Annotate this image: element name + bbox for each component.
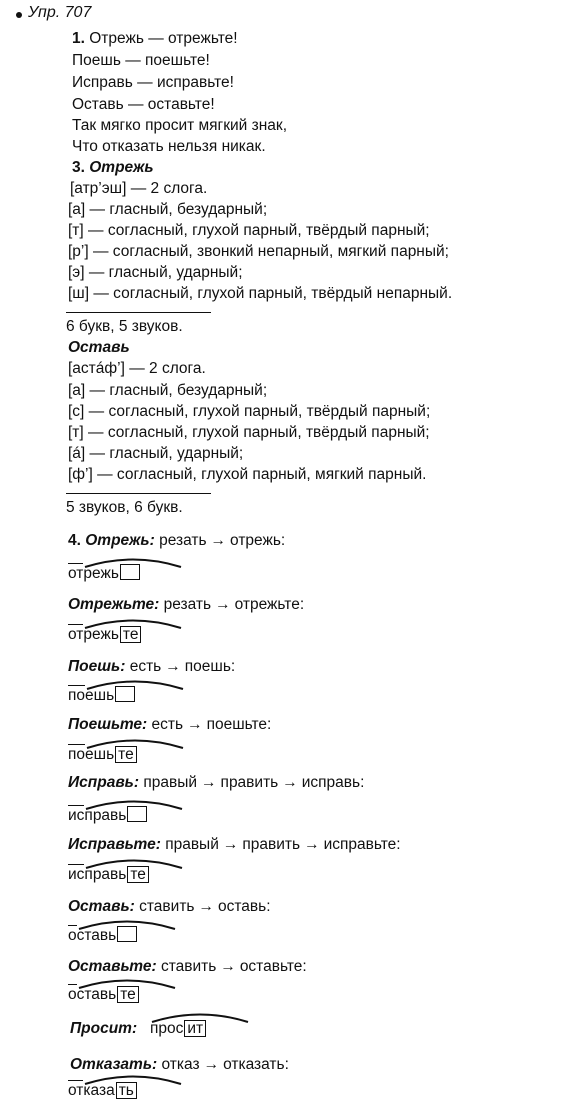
derivation-step: есть xyxy=(151,716,184,733)
derivation-line xyxy=(68,596,304,614)
morpheme-parse xyxy=(68,746,137,764)
analyzed-word: Отрежь: xyxy=(85,532,155,549)
arrow-icon: → xyxy=(282,774,298,791)
derivation-step: править xyxy=(242,836,301,853)
root-arc xyxy=(85,737,185,749)
root-text: став xyxy=(76,986,109,1003)
root xyxy=(84,866,118,884)
analyzed-word: Оставь: xyxy=(68,898,135,915)
letters-sounds-summary: 6 букв, 5 звуков. xyxy=(66,318,183,335)
suffix-part: ь xyxy=(108,986,117,1003)
derivation-line xyxy=(68,836,401,854)
derivation-step: править xyxy=(220,774,279,791)
root-arc xyxy=(84,798,184,810)
arrow-icon: → xyxy=(165,658,181,675)
prefix: от xyxy=(68,626,84,643)
transcription: [астáф’] — 2 слога. xyxy=(68,360,206,377)
analyzed-word: Отрежьте: xyxy=(68,596,160,613)
divider xyxy=(66,312,211,313)
ending-box: те xyxy=(120,626,142,643)
suffix-part: ь xyxy=(108,927,117,944)
bullet-icon xyxy=(16,12,22,18)
ending-box: те xyxy=(117,986,139,1003)
arrow-icon: → xyxy=(220,958,236,975)
poem-line: Так мягко просит мягкий знак, xyxy=(72,117,287,134)
sound-line: [ф’] — согласный, глухой парный, мягкий парный. xyxy=(68,466,427,483)
word-title: Отрежь xyxy=(89,159,154,176)
divider xyxy=(66,493,211,494)
arrow-icon: → xyxy=(203,1056,220,1073)
sound-line: [т] — согласный, глухой парный, твёрдый парный; xyxy=(68,222,430,239)
analyzed-word: Оставьте: xyxy=(68,958,157,975)
sound-line: [р’] — согласный, звонкий непарный, мягкий парный; xyxy=(68,243,449,260)
derivation-step: правый xyxy=(143,774,198,791)
morpheme-parse xyxy=(68,1082,137,1100)
arrow-icon: → xyxy=(222,836,239,853)
morpheme-parse xyxy=(68,564,140,583)
derivation-step: ставить xyxy=(160,958,217,975)
root-text: е xyxy=(85,687,94,704)
poem-line: Поешь — поешьте! xyxy=(72,52,210,69)
poem-line: Исправь — исправьте! xyxy=(72,74,234,91)
derivation-step: отказать: xyxy=(223,1056,289,1073)
derivation-step: отрежь: xyxy=(230,532,286,549)
derivation-line xyxy=(70,1020,137,1038)
analyzed-word: Исправьте: xyxy=(68,836,161,853)
root-arc xyxy=(83,556,183,568)
root xyxy=(83,626,110,644)
morpheme-parse xyxy=(68,626,141,644)
part1-line-1 xyxy=(72,30,238,48)
derivation-step: оставьте: xyxy=(239,958,307,975)
derivation-step: оставь: xyxy=(218,898,271,915)
arrow-icon: → xyxy=(198,898,214,915)
prefix: ис xyxy=(68,807,85,824)
arrow-icon: → xyxy=(304,836,320,853)
sound-line: [а] — гласный, безударный; xyxy=(68,201,268,218)
morpheme-parse xyxy=(68,926,137,945)
sound-line: [с] — согласный, глухой парный, твёрдый парный; xyxy=(68,403,431,420)
prefix: от xyxy=(68,565,84,582)
suffix-part: ь xyxy=(110,626,119,643)
root-text: каз xyxy=(83,1082,107,1099)
transcription: [атр’эш] — 2 слога. xyxy=(70,180,208,197)
derivation-step: резать xyxy=(163,596,212,613)
root-arc xyxy=(85,678,185,690)
root-text: став xyxy=(76,927,109,944)
poem-line: Оставь — оставьте! xyxy=(72,96,215,113)
analyzed-word: Исправь: xyxy=(68,774,140,791)
root xyxy=(150,1020,183,1038)
derivation-step: отказ xyxy=(161,1056,200,1073)
root-arc xyxy=(83,1073,183,1085)
analyzed-word: Поешь: xyxy=(68,658,126,675)
sound-line: [а] — гласный, безударный; xyxy=(68,382,268,399)
ending-box: ть xyxy=(116,1082,137,1099)
poem-line: Что отказать нельзя никак. xyxy=(72,138,266,155)
derivation-line xyxy=(68,658,235,676)
prefix: ис xyxy=(68,866,85,883)
morpheme-parse xyxy=(150,1020,206,1038)
prefix: по xyxy=(68,687,86,704)
arrow-icon: → xyxy=(215,596,231,613)
morpheme-parse xyxy=(68,866,149,884)
suffix-part: шь xyxy=(93,746,115,763)
analyzed-word: Отказать: xyxy=(70,1056,158,1073)
morpheme-parse xyxy=(68,986,139,1004)
sound-line: [э] — гласный, ударный; xyxy=(68,264,243,281)
derivation-line xyxy=(68,958,307,976)
arrow-icon: → xyxy=(201,774,217,791)
root-text: прав xyxy=(84,807,119,824)
poem-line: Отрежь — отрежьте! xyxy=(89,30,238,47)
sound-line: [ш] — согласный, глухой парный, твёрдый непарный. xyxy=(68,285,453,302)
derivation-step: отрежьте: xyxy=(234,596,305,613)
derivation-line xyxy=(68,774,364,792)
derivation-step: правый xyxy=(165,836,219,853)
ending-box: те xyxy=(127,866,149,883)
analyzed-word: Просит: xyxy=(70,1020,138,1037)
root-arc xyxy=(150,1011,250,1023)
part4-number: 4. xyxy=(68,532,81,549)
root-text: реж xyxy=(83,565,111,582)
derivation-line xyxy=(68,716,271,734)
derivation-step: поешьте: xyxy=(206,716,272,733)
root xyxy=(85,687,94,705)
suffix-part: ь xyxy=(118,807,127,824)
derivation-line xyxy=(68,532,285,550)
root-text: прос xyxy=(150,1020,184,1037)
root-arc xyxy=(77,977,177,989)
suffix-part: шь xyxy=(93,687,115,704)
exercise-header: Упр. 707 xyxy=(28,4,92,21)
derivation-step: исправь: xyxy=(301,774,365,791)
arrow-icon: → xyxy=(210,532,227,549)
sound-line: [т] — согласный, глухой парный, твёрдый парный; xyxy=(68,424,430,441)
root xyxy=(84,807,118,825)
derivation-step: есть xyxy=(129,658,162,675)
prefix: о xyxy=(68,986,77,1003)
root xyxy=(83,1082,106,1100)
derivation-step: исправьте: xyxy=(323,836,401,853)
letters-sounds-summary: 5 звуков, 6 букв. xyxy=(66,499,183,516)
derivation-step: ставить xyxy=(139,898,195,915)
root xyxy=(77,986,109,1004)
derivation-step: резать xyxy=(159,532,207,549)
part3-number: 3. xyxy=(72,159,85,176)
part1-number: 1. xyxy=(72,30,85,47)
root xyxy=(77,927,109,945)
ending-box: ит xyxy=(184,1020,206,1037)
root-arc xyxy=(83,617,183,629)
root-text: прав xyxy=(84,866,119,883)
suffix-part: а xyxy=(106,1082,115,1099)
derivation-line xyxy=(70,1056,289,1074)
analyzed-word: Поешьте: xyxy=(68,716,148,733)
prefix: по xyxy=(68,746,86,763)
root-arc xyxy=(84,857,184,869)
word-title: Оставь xyxy=(68,339,130,356)
root xyxy=(83,565,110,583)
suffix-part: ь xyxy=(110,565,119,582)
suffix-part: ь xyxy=(118,866,127,883)
derivation-step: поешь: xyxy=(184,658,236,675)
morpheme-parse xyxy=(68,686,135,705)
root-arc xyxy=(77,918,177,930)
ending-box: те xyxy=(115,746,137,763)
prefix: от xyxy=(68,1082,84,1099)
root xyxy=(85,746,94,764)
sound-line: [á] — гласный, ударный; xyxy=(68,445,244,462)
morpheme-parse xyxy=(68,806,147,825)
root-text: е xyxy=(85,746,94,763)
root-text: реж xyxy=(83,626,111,643)
derivation-line xyxy=(68,898,271,916)
part3-heading xyxy=(72,159,154,177)
prefix: о xyxy=(68,927,77,944)
arrow-icon: → xyxy=(187,716,203,733)
